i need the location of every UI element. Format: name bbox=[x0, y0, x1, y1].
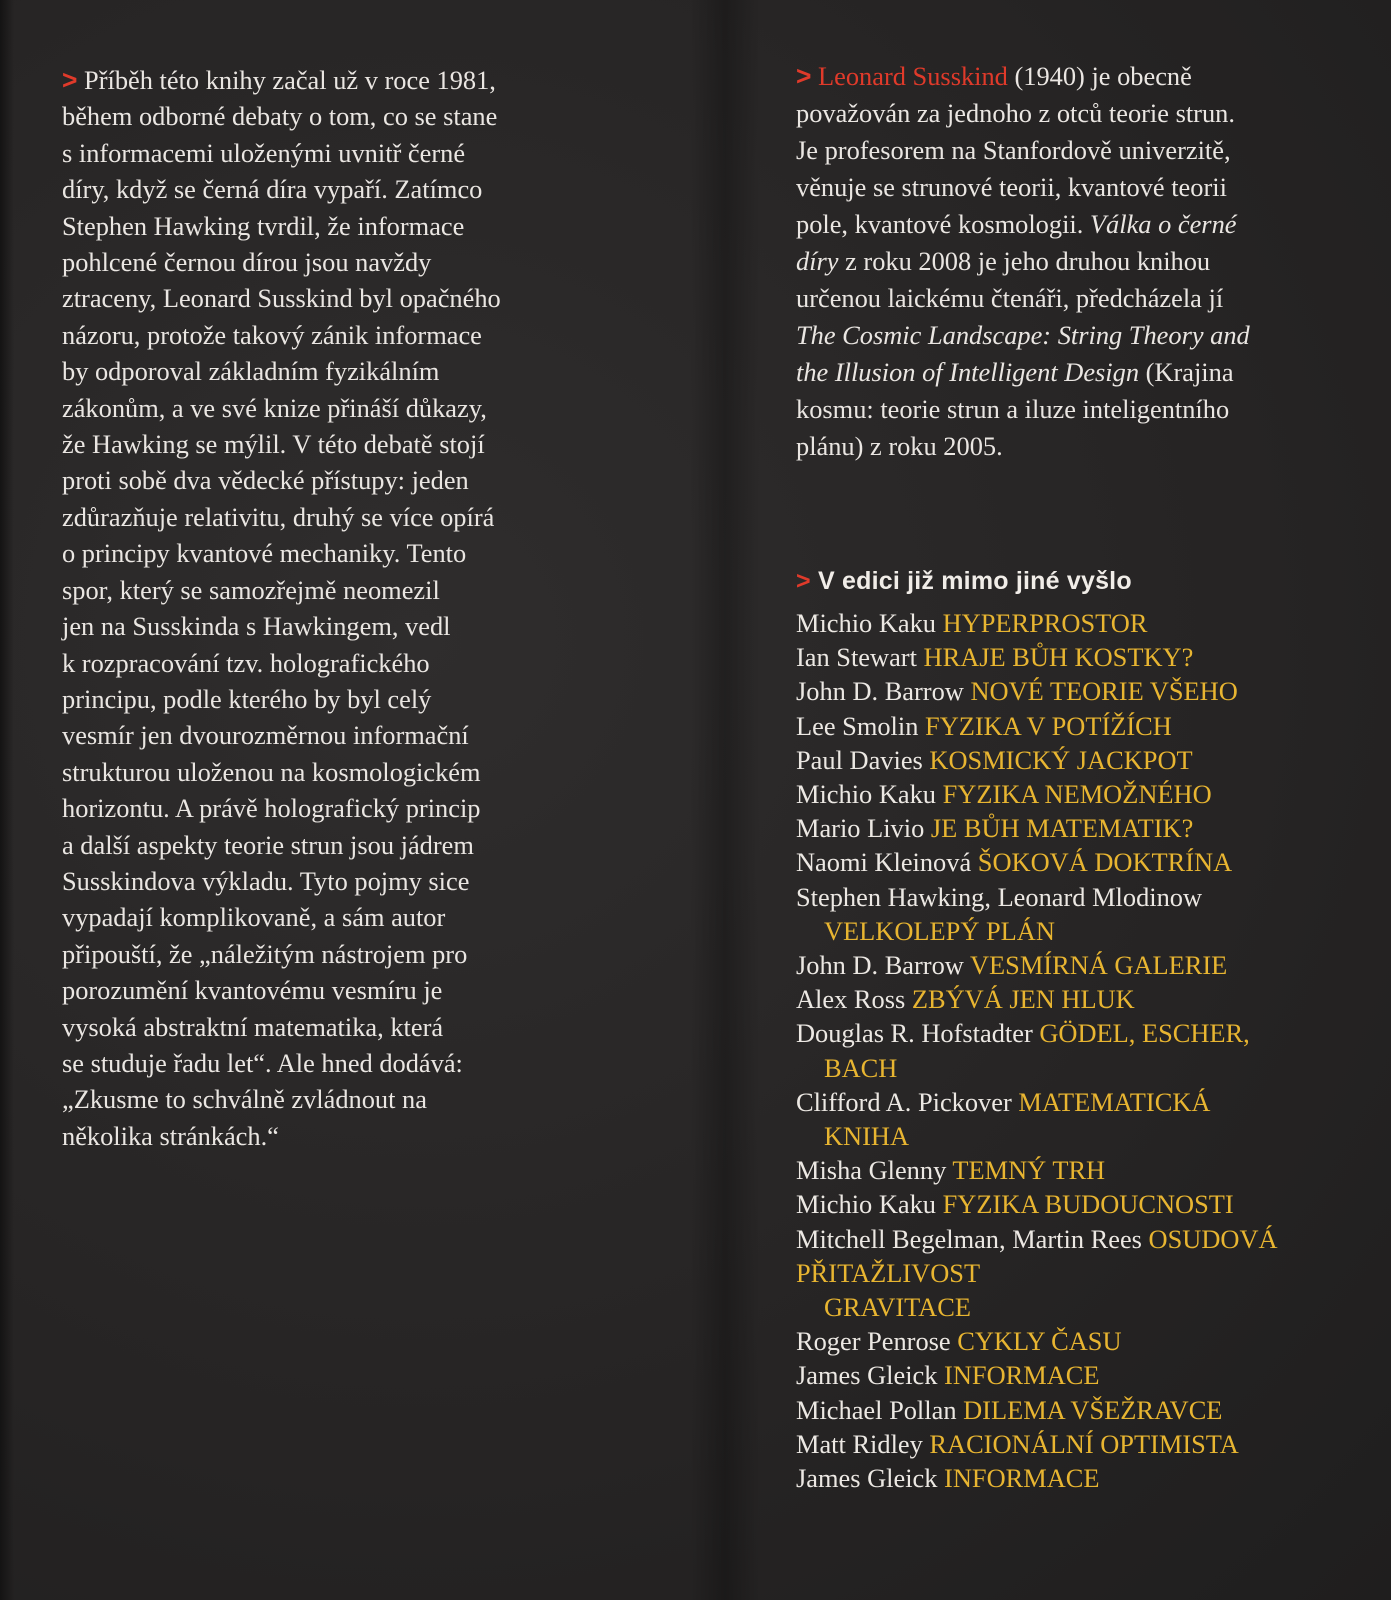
book-list-item bbox=[796, 982, 1316, 1016]
blurb-line: díry, když se černá díra vypaří. Zatímco bbox=[62, 174, 483, 205]
book-title: CYKLY ČASU bbox=[957, 1326, 1122, 1357]
book-list-item bbox=[796, 1427, 1316, 1461]
blurb-line: horizontu. A právě holografický princip bbox=[62, 793, 481, 824]
book-author: Michael Pollan bbox=[796, 1394, 957, 1425]
book-author: Roger Penrose bbox=[796, 1326, 951, 1357]
bio-line: považován za jednoho z otců teorie strun. bbox=[796, 98, 1235, 128]
book-title: INFORMACE bbox=[944, 1463, 1100, 1494]
book-title: TEMNÝ TRH bbox=[952, 1155, 1106, 1186]
book-author: Ian Stewart bbox=[796, 642, 917, 673]
book-list-item bbox=[796, 1461, 1316, 1495]
blurb-line: Susskindova výkladu. Tyto pojmy sice bbox=[62, 865, 470, 896]
book-title: VELKOLEPÝ PLÁN bbox=[824, 915, 1055, 946]
bio-text: z roku 2008 je jeho druhou knihou bbox=[838, 246, 1211, 276]
book-author: James Gleick bbox=[796, 1360, 938, 1391]
blurb-line: by odporoval základním fyzikálním bbox=[62, 356, 440, 387]
red-arrow-icon: > bbox=[62, 65, 78, 95]
blurb-line: názoru, protože takový zánik informace bbox=[62, 319, 482, 350]
book-title-italic: The Cosmic Landscape: String Theory and bbox=[796, 320, 1250, 350]
book-author: James Gleick bbox=[796, 1463, 938, 1494]
blurb-line: s informacemi uloženými uvnitř černé bbox=[62, 137, 466, 168]
bio-text: (1940) je obecně bbox=[1007, 61, 1192, 91]
book-title: INFORMACE bbox=[944, 1360, 1100, 1391]
book-list-item bbox=[796, 606, 1316, 640]
book-author: Douglas R. Hofstadter bbox=[796, 1018, 1033, 1049]
book-list-item bbox=[796, 743, 1316, 777]
blurb-line: zdůrazňuje relativitu, druhý se více opírá bbox=[62, 501, 495, 532]
blurb-line: proti sobě dva vědecké přístupy: jeden bbox=[62, 465, 469, 496]
author-name: Leonard Susskind bbox=[818, 61, 1008, 91]
right-column bbox=[796, 58, 1316, 1495]
bio-text: pole, kvantové kosmologii. bbox=[796, 209, 1090, 239]
blurb-line: že Hawking se mýlil. V této debatě stojí bbox=[62, 429, 485, 460]
book-list-item bbox=[796, 674, 1316, 708]
book-list-item bbox=[796, 1324, 1316, 1358]
book-title: DILEMA VŠEŽRAVCE bbox=[963, 1394, 1223, 1425]
book-author: Naomi Kleinová bbox=[796, 847, 972, 878]
book-blurb bbox=[62, 62, 552, 1154]
blurb-line: principu, podle kterého by byl celý bbox=[62, 683, 432, 714]
book-author: Lee Smolin bbox=[796, 710, 919, 741]
book-title: OSUDOVÁ PŘITAŽLIVOST bbox=[796, 1223, 1278, 1288]
blurb-line: pohlcené černou dírou jsou navždy bbox=[62, 247, 432, 278]
book-author: Mario Livio bbox=[796, 813, 925, 844]
blurb-line: o principy kvantové mechaniky. Tento bbox=[62, 538, 467, 569]
book-title: KOSMICKÝ JACKPOT bbox=[929, 744, 1193, 775]
blurb-line: strukturou uloženou na kosmologickém bbox=[62, 756, 481, 787]
book-title: VESMÍRNÁ GALERIE bbox=[969, 950, 1228, 981]
bio-text: (Krajina bbox=[1139, 357, 1234, 387]
book-title: FYZIKA NEMOŽNÉHO bbox=[942, 779, 1212, 810]
book-author: Michio Kaku bbox=[796, 1189, 936, 1220]
bio-line: věnuje se strunové teorii, kvantové teorii bbox=[796, 172, 1227, 202]
book-list-item bbox=[796, 709, 1316, 743]
book-author: Michio Kaku bbox=[796, 608, 936, 638]
book-author: Alex Ross bbox=[796, 984, 906, 1015]
book-author: Matt Ridley bbox=[796, 1428, 923, 1459]
blurb-line: vesmír jen dvourozměrnou informační bbox=[62, 720, 469, 751]
book-list-item bbox=[796, 640, 1316, 674]
blurb-line: připouští, že „náležitým nástrojem pro bbox=[62, 938, 468, 969]
book-list-item bbox=[796, 948, 1316, 982]
book-title: FYZIKA V POTÍŽÍCH bbox=[925, 710, 1172, 741]
blurb-line: spor, který se samozřejmě neomezil bbox=[62, 574, 440, 605]
blurb-line: porozumění kvantovému vesmíru je bbox=[62, 975, 443, 1006]
blurb-line: se studuje řadu let“. Ale hned dodává: bbox=[62, 1047, 463, 1078]
blurb-line bbox=[62, 62, 552, 98]
blurb-line: a další aspekty teorie strun jsou jádrem bbox=[62, 829, 474, 860]
blurb-line: Stephen Hawking tvrdil, že informace bbox=[62, 210, 465, 241]
bio-line bbox=[796, 317, 1316, 354]
book-title: ZBÝVÁ JEN HLUK bbox=[911, 984, 1135, 1015]
bio-line bbox=[796, 243, 1316, 280]
book-title: RACIONÁLNÍ OPTIMISTA bbox=[929, 1428, 1239, 1459]
book-title-continued: BACH bbox=[824, 1052, 898, 1083]
book-list-item bbox=[796, 1085, 1316, 1153]
bio-line: Je profesorem na Stanfordově univerzitě, bbox=[796, 135, 1231, 165]
book-title-italic: the Illusion of Intelligent Design bbox=[796, 357, 1140, 387]
book-author: Mitchell Begelman, Martin Rees bbox=[796, 1223, 1142, 1254]
author-bio bbox=[796, 58, 1316, 465]
red-arrow-icon: > bbox=[796, 61, 812, 91]
book-list-item bbox=[796, 1222, 1316, 1325]
book-list-item bbox=[796, 777, 1316, 811]
spine-fold-shadow bbox=[690, 0, 760, 1600]
book-title: MATEMATICKÁ bbox=[1018, 1086, 1211, 1117]
book-list-item bbox=[796, 1187, 1316, 1221]
bio-line: kosmu: teorie strun a iluze inteligentního bbox=[796, 394, 1230, 424]
red-arrow-icon: > bbox=[796, 567, 811, 595]
book-author: John D. Barrow bbox=[796, 950, 964, 981]
page-edge-shadow bbox=[0, 0, 14, 1600]
blurb-line: „Zkusme to schválně zvládnout na bbox=[62, 1084, 427, 1115]
book-title: NOVÉ TEORIE VŠEHO bbox=[970, 676, 1238, 707]
bio-line bbox=[796, 354, 1316, 391]
book-title-continued: KNIHA bbox=[824, 1121, 910, 1152]
book-title: GÖDEL, ESCHER, bbox=[1039, 1018, 1250, 1049]
book-title: FYZIKA BUDOUCNOSTI bbox=[942, 1189, 1234, 1220]
bio-line bbox=[796, 206, 1316, 243]
book-title: HRAJE BŮH KOSTKY? bbox=[923, 642, 1194, 673]
edition-book-list bbox=[796, 606, 1316, 1495]
bio-line: určenou laickému čtenáři, předcházela jí bbox=[796, 283, 1224, 313]
book-list-item bbox=[796, 1016, 1316, 1084]
book-author: Stephen Hawking, Leonard Mlodinow bbox=[796, 881, 1203, 912]
blurb-line: několika stránkách.“ bbox=[62, 1120, 279, 1151]
book-list-item bbox=[796, 1358, 1316, 1392]
book-title: JE BŮH MATEMATIK? bbox=[930, 813, 1194, 844]
blurb-line: zákonům, a ve své knize přináší důkazy, bbox=[62, 392, 487, 423]
book-list-item bbox=[796, 845, 1316, 879]
blurb-line-text: Příběh této knihy začal už v roce 1981, bbox=[84, 65, 496, 95]
book-list-item bbox=[796, 811, 1316, 845]
book-author: John D. Barrow bbox=[796, 676, 964, 707]
book-list-item bbox=[796, 880, 1316, 948]
blurb-line: ztraceny, Leonard Susskind byl opačného bbox=[62, 283, 501, 314]
book-author: Misha Glenny bbox=[796, 1155, 947, 1186]
book-title-italic: Válka o černé bbox=[1089, 209, 1237, 239]
blurb-line: během odborné debaty o tom, co se stane bbox=[62, 101, 498, 132]
book-title: HYPERPROSTOR bbox=[942, 608, 1148, 638]
edition-heading bbox=[796, 563, 1316, 600]
blurb-line: vypadají komplikovaně, a sám autor bbox=[62, 902, 446, 933]
book-author: Clifford A. Pickover bbox=[796, 1086, 1012, 1117]
book-list-item bbox=[796, 1153, 1316, 1187]
book-list-item bbox=[796, 1393, 1316, 1427]
blurb-line: vysoká abstraktní matematika, která bbox=[62, 1011, 444, 1042]
bio-line: plánu) z roku 2005. bbox=[796, 431, 1003, 461]
blurb-line: k rozpracování tzv. holografického bbox=[62, 647, 430, 678]
book-author: Michio Kaku bbox=[796, 779, 936, 810]
book-title: ŠOKOVÁ DOKTRÍNA bbox=[977, 847, 1233, 878]
book-title-italic: díry bbox=[796, 246, 839, 276]
book-title-continued: GRAVITACE bbox=[824, 1292, 971, 1323]
book-author: Paul Davies bbox=[796, 744, 923, 775]
blurb-line: jen na Susskinda s Hawkingem, vedl bbox=[62, 611, 451, 642]
edition-heading-text: V edici již mimo jiné vyšlo bbox=[817, 567, 1132, 595]
bio-line bbox=[796, 58, 1316, 95]
